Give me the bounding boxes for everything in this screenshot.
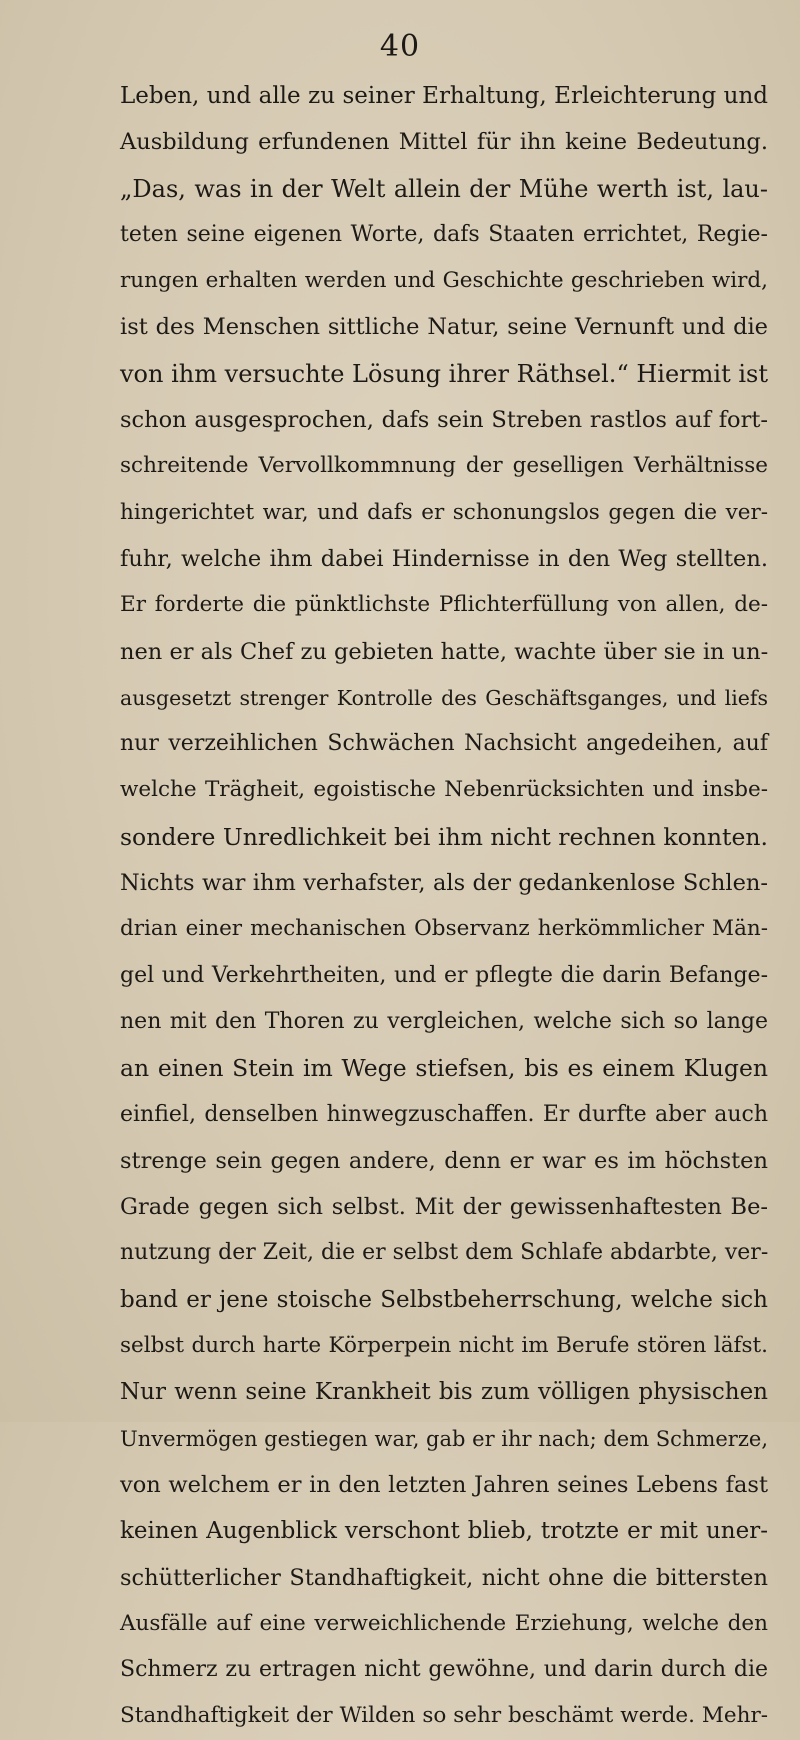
text-line: welche Trägheit, egoistische Nebenrücksichten und insbe- [120,777,768,803]
text-line: selbst durch harte Körperpein nicht im Berufe stören läfst. [120,1333,768,1359]
text-line: nutzung der Zeit, die er selbst dem Schlafe abdarbte, ver- [120,1240,769,1266]
text-line: ausgesetzt strenger Kontrolle des Geschäftsganges, und liefs [120,685,768,710]
text-line: nur verzeihlichen Schwächen Nachsicht angedeihen, auf [120,731,768,757]
text-line: Schmerz zu ertragen nicht gewöhne, und darin durch die [120,1657,768,1683]
text-line: Grade gegen sich selbst. Mit der gewissenhaftesten Be- [120,1194,768,1221]
text-line: rungen erhalten werden und Geschichte geschrieben wird, [120,268,768,294]
text-line: schütterlicher Standhaftigkeit, nicht ohne die bittersten [120,1564,768,1591]
text-line: Standhaftigkeit der Wilden so sehr beschämt werde. Mehr- [120,1703,768,1729]
text-line: band er jene stoische Selbstbeherrschung, welche sich [120,1286,768,1313]
body-text [120,73,768,1740]
text-line: Nur wenn seine Krankheit bis zum völligen physischen [120,1379,768,1406]
text-line: sondere Unredlichkeit bei ihm nicht rechnen konnten. [120,822,768,851]
text-line: an einen Stein im Wege stiefsen, bis es einem Klugen [120,1054,768,1083]
text-line: „Das, was in der Welt allein der Mühe werth ist, lau- [120,174,768,203]
text-line: strenge sein gegen andere, denn er war es im höchsten [120,1147,768,1174]
page-number: 40 [379,29,421,64]
text-line: hingerichtet war, und dafs er schonungslos gegen die ver- [120,499,768,525]
text-line: teten seine eigenen Worte, dafs Staaten errichtet, Regie- [120,221,768,247]
text-line: fuhr, welche ihm dabei Hindernisse in den Weg stellten. [120,545,768,572]
text-line: ist des Menschen sittliche Natur, seine Vernunft und die [120,314,768,341]
text-line: gel und Verkehrtheiten, und er pflegte die darin Befange- [120,962,768,988]
text-line: nen mit den Thoren zu vergleichen, welche sich so lange [120,1008,768,1034]
text-line: von welchem er in den letzten Jahren seines Lebens fast [120,1471,768,1498]
text-line: nen er als Chef zu gebieten hatte, wachte über sie in un- [120,638,769,665]
text-line: Unvermögen gestiegen war, gab er ihr nach; dem Schmerze, [120,1426,768,1451]
text-line: drian einer mechanischen Observanz herkömmlicher Män- [120,916,768,942]
text-line: Nichts war ihm verhafster, als der gedankenlose Schlen- [120,870,768,897]
text-line: Ausfälle auf eine verweichlichende Erziehung, welche den [120,1610,768,1636]
text-line: schreitende Vervollkommnung der geselligen Verhältnisse [120,453,768,479]
text-line: Leben, und alle zu seiner Erhaltung, Erleichterung und [120,83,768,109]
text-line: schon ausgesprochen, dafs sein Streben rastlos auf fort- [120,407,768,434]
text-line: keinen Augenblick verschont blieb, trotzte er mit uner- [120,1518,768,1545]
text-line: Er forderte die pünktlichste Pflichterfüllung von allen, de- [120,592,768,618]
text-line: einfiel, denselben hinwegzuschaffen. Er durfte aber auch [120,1101,768,1127]
text-line: von ihm versuchte Lösung ihrer Räthsel.“ Hiermit ist [120,359,768,388]
text-line: Ausbildung erfundenen Mittel für ihn keine Bedeutung. [120,129,768,156]
